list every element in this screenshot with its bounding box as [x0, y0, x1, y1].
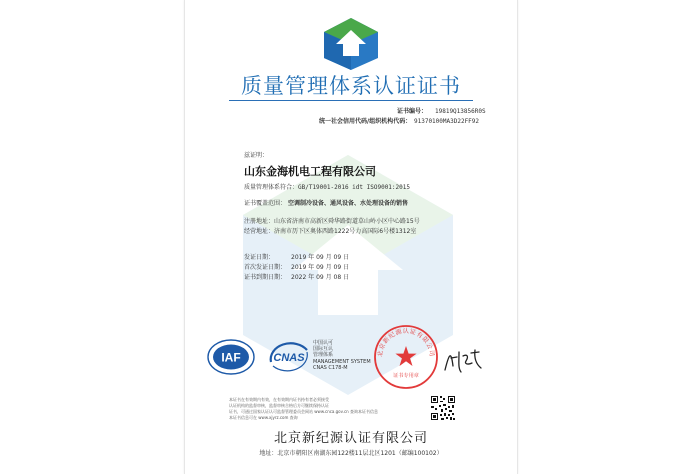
- cert-no-label: 证书编号：: [397, 108, 428, 115]
- issue-date-label: 发证日期：: [244, 254, 275, 261]
- note-line-3: 证书，可通过国家认证认可监督管理委员会网站 www.cnca.gov.cn 查询本证书信息: [229, 409, 378, 414]
- credit-code-label: 统一社会信用代码/组织机构代码：: [319, 118, 412, 125]
- cnas-cn-line-1: 中国认可: [313, 340, 334, 346]
- cnas-mark: [265, 340, 313, 374]
- cnas-cn-line-2: 国际互认: [313, 346, 334, 352]
- op-addr-label: 经营地址：: [244, 228, 275, 235]
- signature: [441, 344, 485, 376]
- op-addr-value: 济南市历下区奥体西路1222号力高国际6号楼1312室: [274, 228, 417, 235]
- standard-value: GB/T19001-2016 idt ISO9001:2015: [298, 184, 410, 191]
- expiry-value: 2022 年 09 月 08 日: [291, 274, 350, 281]
- first-issue-value: 2019 年 09 月 09 日: [291, 264, 350, 271]
- note-line-2: 认证机构的监督审核，监督审核合格后方可继续保持认证: [229, 403, 329, 408]
- iaf-text: IAF: [221, 350, 241, 365]
- scope-value: 空调制冷设备、通风设备、水处理设备的销售: [288, 200, 409, 207]
- reg-addr-value: 山东省济南市高新区舜华路街道草山岭小区中心路15号: [274, 218, 420, 225]
- first-issue-label: 首次发证日期：: [244, 264, 287, 271]
- proof-label: 兹证明：: [244, 152, 269, 159]
- issue-date-value: 2019 年 09 月 09 日: [291, 254, 350, 261]
- qr-code: [430, 395, 456, 421]
- cnas-en-line-1: MANAGEMENT SYSTEM: [313, 359, 371, 365]
- note-line-4: 本证书信息可在 www.xjyrz.com 查询: [229, 415, 298, 420]
- issuer-address: 地址：北京市朝阳区南湖东园122楼11层北区1201（邮编100102）: [259, 450, 443, 457]
- iaf-mark: [207, 338, 255, 376]
- title-divider: [229, 100, 473, 101]
- scope-label: 证书覆盖范围：: [244, 200, 287, 207]
- standard-label: 质量管理体系符合：: [244, 184, 299, 191]
- issuer-name: 北京新纪源认证有限公司: [273, 431, 428, 446]
- certificate-title: 质量管理体系认证证书: [241, 74, 461, 98]
- note-line-1: 本证书在有效期内有效，在有效期内证书持有者必须接受: [229, 397, 329, 402]
- seal-star-icon: [395, 346, 416, 366]
- seal-text: 北京新纪源认证有限公司: [376, 328, 436, 358]
- expiry-label: 证书到期日期：: [244, 274, 287, 281]
- seal-sub-text: 证书专用章: [393, 373, 419, 379]
- certification-logo-icon: [318, 16, 384, 72]
- organization-name: 山东金海机电工程有限公司: [244, 165, 376, 178]
- certificate: [184, 0, 518, 474]
- cnas-en-line-2: CNAS C178-M: [313, 365, 348, 371]
- reg-addr-label: 注册地址：: [244, 218, 275, 225]
- official-seal: [373, 324, 439, 390]
- cnas-text: CNAS: [273, 352, 305, 364]
- credit-code-value: 91370100MA3D22FF92: [414, 118, 480, 125]
- cert-no-value: 19819Q13856R0S: [435, 108, 486, 115]
- cnas-cn-line-3: 管理体系: [313, 352, 334, 358]
